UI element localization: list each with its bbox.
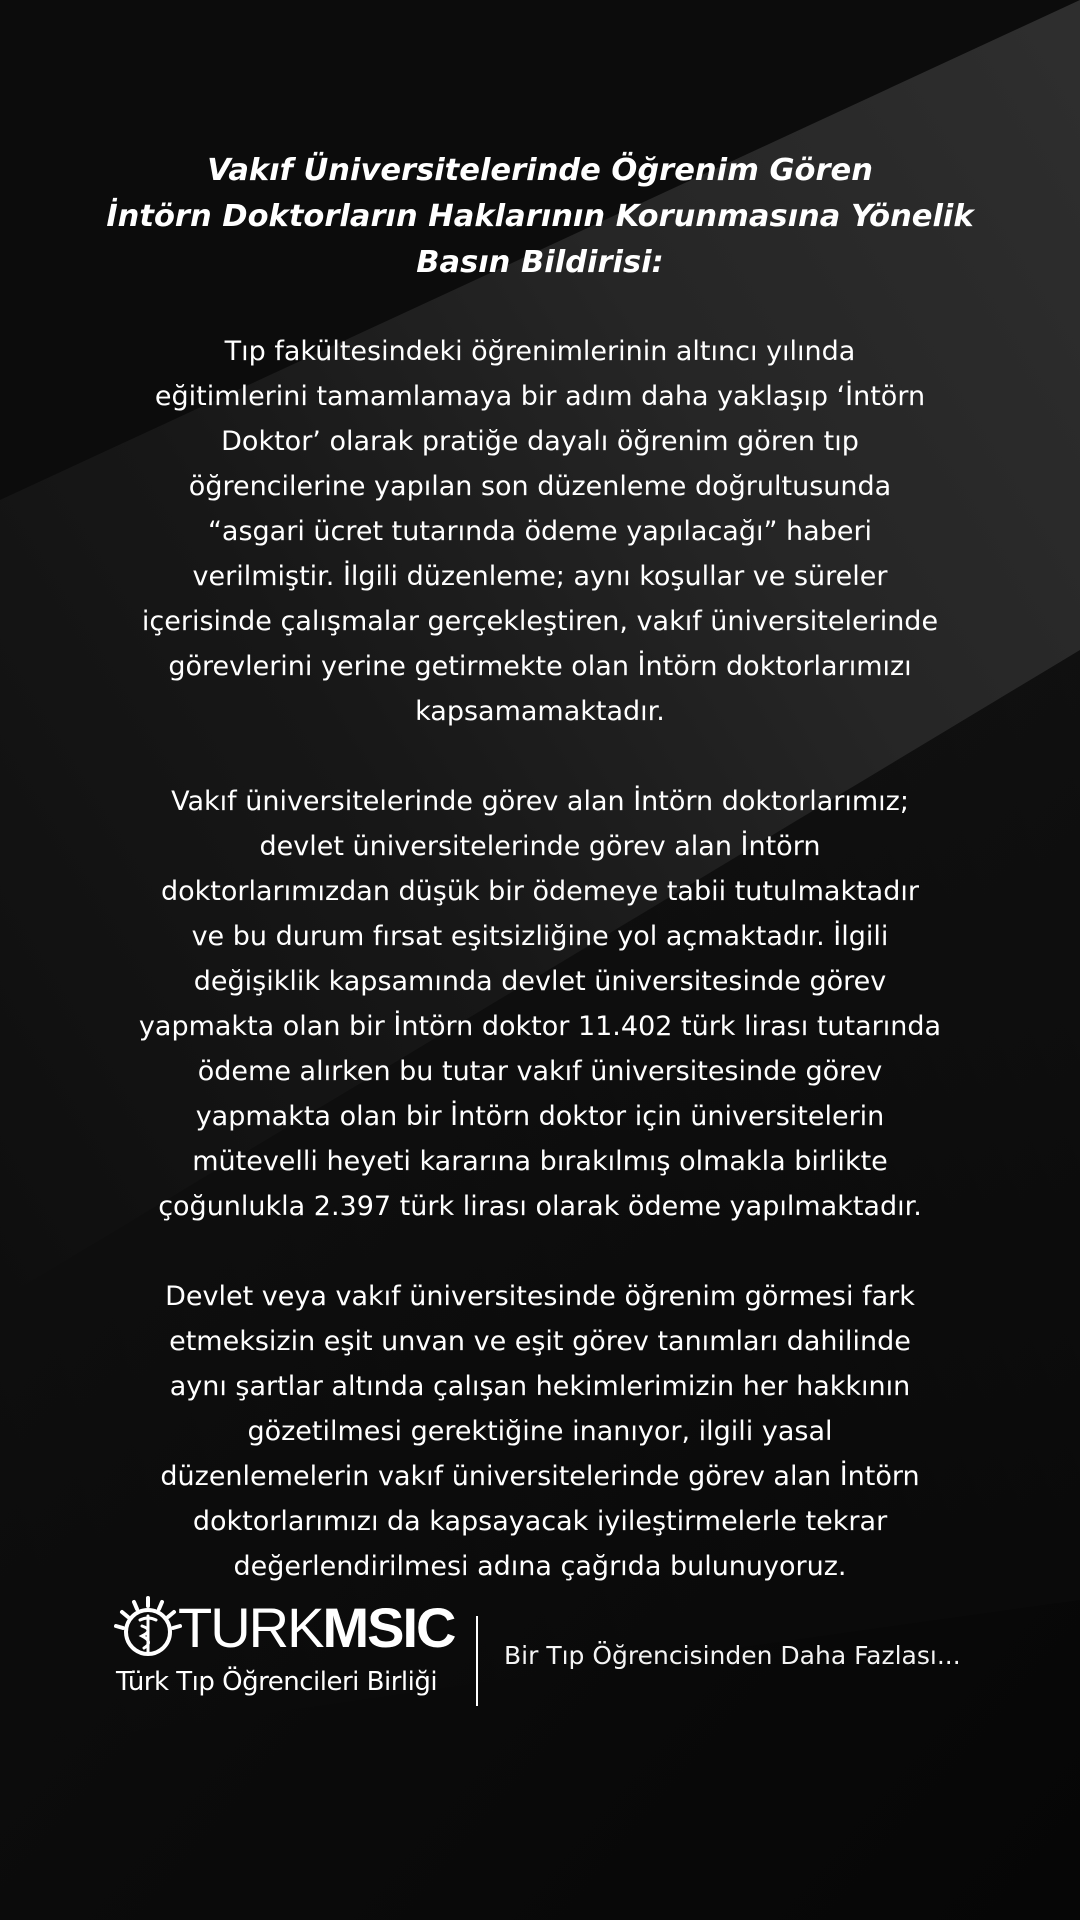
text-line: gözetilmesi gerektiğine inanıyor, ilgili yasal: [247, 1416, 833, 1447]
organization-name: Türk Tıp Öğrencileri Birliği: [116, 1667, 438, 1697]
text-line: doktorlarımızı da kapsayacak iyileştirmelerle tekrar: [192, 1506, 888, 1537]
wordmark-light: TURK: [178, 1596, 323, 1659]
text-line: aynı şartlar altında çalışan hekimlerimizin her hakkının: [169, 1371, 911, 1402]
text-line: değerlendirilmesi adına çağrıda bulunuyoruz.: [233, 1551, 847, 1582]
caduceus-sun-icon: [112, 1592, 184, 1666]
text-line: ödeme alırken bu tutar vakıf üniversitesinde görev: [197, 1056, 883, 1087]
paragraph-3: [40, 1274, 1040, 1589]
text-line: Doktor’ olarak pratiğe dayalı öğrenim gören tıp: [221, 426, 859, 457]
text-line: yapmakta olan bir İntörn doktor 11.402 türk lirası tutarında: [138, 1011, 942, 1042]
text-line: verilmiştir. İlgili düzenleme; aynı koşullar ve süreler: [192, 561, 888, 592]
text-line: mütevelli heyeti kararına bırakılmış olmakla birlikte: [192, 1146, 888, 1177]
text-line: düzenlemelerin vakıf üniversitelerinde görev alan İntörn: [160, 1461, 920, 1492]
turkmsic-wordmark: [178, 1596, 454, 1660]
text-line: yapmakta olan bir İntörn doktor için üniversitelerin: [195, 1101, 885, 1132]
text-line: öğrencilerine yapılan son düzenleme doğrultusunda: [188, 471, 892, 502]
statement-title: [40, 148, 1040, 286]
text-line: “asgari ücret tutarında ödeme yapılacağı” haberi: [207, 516, 873, 547]
press-statement: [40, 148, 1040, 1589]
text-line: Vakıf üniversitelerinde görev alan İntörn doktorlarımız;: [171, 786, 909, 817]
text-line: Devlet veya vakıf üniversitesinde öğrenim görmesi fark: [165, 1281, 915, 1312]
text-line: görevlerini yerine getirmekte olan İntörn doktorlarımızı: [168, 651, 912, 682]
title-line: Vakıf Üniversitelerinde Öğrenim Gören: [207, 153, 873, 188]
text-line: çoğunlukla 2.397 türk lirası olarak ödeme yapılmaktadır.: [158, 1191, 922, 1222]
paragraph-1: [40, 329, 1040, 734]
text-line: kapsamamaktadır.: [415, 696, 665, 727]
wordmark-bold: MSIC: [322, 1596, 455, 1659]
vertical-divider: [476, 1616, 478, 1706]
text-line: ve bu durum fırsat eşitsizliğine yol açmaktadır. İlgili: [191, 921, 889, 952]
text-line: Tıp fakültesindeki öğrenimlerinin altıncı yılında: [224, 336, 856, 367]
paragraph-2: [40, 779, 1040, 1229]
text-line: etmeksizin eşit unvan ve eşit görev tanımları dahilinde: [169, 1326, 911, 1357]
text-line: eğitimlerini tamamlamaya bir adım daha yaklaşıp ‘İntörn: [154, 381, 926, 412]
title-line: İntörn Doktorların Haklarının Korunmasına Yönelik: [106, 199, 974, 234]
text-line: değişiklik kapsamında devlet üniversitesinde görev: [193, 966, 887, 997]
tagline: Bir Tıp Öğrencisinden Daha Fazlası...: [504, 1641, 961, 1670]
footer-branding: [112, 1588, 1012, 1708]
text-line: devlet üniversitelerinde görev alan İntörn: [259, 831, 821, 862]
text-line: içerisinde çalışmalar gerçekleştiren, vakıf üniversitelerinde: [141, 606, 939, 637]
text-line: doktorlarımızdan düşük bir ödemeye tabii tutulmaktadır: [161, 876, 919, 907]
title-line: Basın Bildirisi:: [416, 245, 664, 280]
